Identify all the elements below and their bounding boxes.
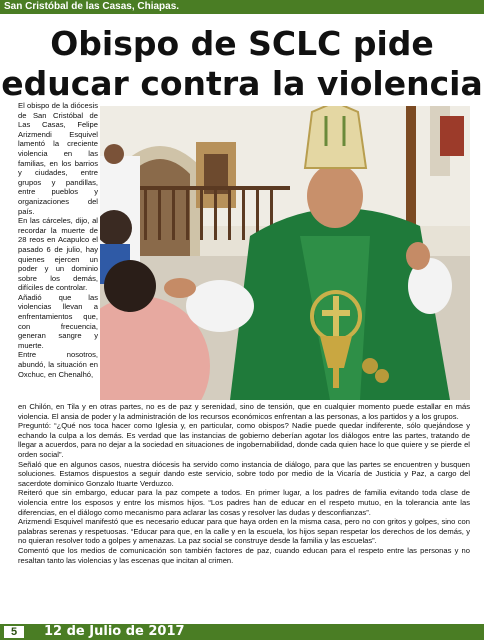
paragraph: En las cárceles, dijo, al recordar la muerte de 28 reos en Acapulco el pasado 6 de julio, hay quienes ejercen un poder y un dominio sobre los demás, difíciles de controlar. xyxy=(18,216,98,293)
location-line: San Cristóbal de las Casas, Chiapas. xyxy=(4,1,180,12)
paragraph: El obispo de la diócesis de San Cristóbal de Las Casas, Felipe Arizmendi Esquivel lamentó la creciente violencia en las familias, en los barrios y ciudades, entre grupos y pandillas, entre pueblos y organizaciones del país. xyxy=(18,101,98,216)
paragraph: en Chilón, en Tila y en otras partes, no es de paz y serenidad, sino de tensión, que en cualquier momento puede estallar en más violencia. El ansia de poder y la administración de los recursos económicos enfrentan a las personas, a los partidos y a los grupos. xyxy=(18,402,470,421)
top-banner xyxy=(0,0,484,14)
paragraph: Entre nosotros, abundó, la situación en Oxchuc, en Chenalhó, xyxy=(18,350,98,379)
article-left-column xyxy=(18,101,98,379)
headline xyxy=(0,24,484,104)
page-number: 5 xyxy=(4,626,24,638)
issue-date: 12 de Julio de 2017 xyxy=(44,624,185,639)
paragraph: Arizmendi Esquivel manifestó que es necesario educar para que haya orden en la misma casa, pero no con gritos y golpes, sino con palabras serenas y respetuosas. “Educar para que, en la calle y en la escuela, los hijos sepan respetar los derechos de los demás, y no quieran resolver todo a golpes y amenazas. La paz social se construye desde la familia y las escuelas”. xyxy=(18,517,470,546)
paragraph: Añadió que las violencias llevan a enfrentamientos que, con frecuencia, generan sangre y muerte. xyxy=(18,292,98,350)
article-photo xyxy=(100,106,470,400)
paragraph: Reiteró que sin embargo, educar para la paz compete a todos. En primer lugar, a los padres de familia evitando toda clase de violencia entre los esposos y entre los mismos hijos. “Los padres han de educar en el respeto mutuo, en la tolerancia ante las diferencias, en el diálogo como mecanismo para aclarar las cosas y resolver las dudas y desconfianzas”. xyxy=(18,488,470,517)
bishop-blessing-illustration xyxy=(100,106,470,400)
headline-line-2: educar contra la violencia xyxy=(1,64,483,103)
article-full-width-text xyxy=(18,402,470,565)
paragraph: Señaló que en algunos casos, nuestra diócesis ha servido como instancia de diálogo, para que las partes se encuentren y busquen soluciones. Estamos dispuestos a seguir dando este servicio, sobre todo por medio de la Vicaría de Justicia y Paz, a cargo del sacerdote dominico Gonzalo Ituarte Verduzco. xyxy=(18,459,470,488)
bottom-banner xyxy=(0,624,484,640)
headline-line-1: Obispo de SCLC pide xyxy=(50,24,434,63)
paragraph: Preguntó: “¿Qué nos toca hacer como Iglesia y, en particular, como obispos? Nadie puede quedar indiferente, sólo quejándose y echando la culpa a los demás. Es verdad que las instancias de gobierno deberían agotar los diálogos entre las partes, tratando de llegar a acuerdos, para no dejar a la sociedad en situaciones de ingobernabilidad, donde cada quien hace lo que quiere y se pierde el orden social”. xyxy=(18,421,470,459)
paragraph: Comentó que los medios de comunicación son también factores de paz, cuando educan para el respeto entre las personas y no resaltan tanto las violencias y las escenas que incitan al crimen. xyxy=(18,545,470,565)
